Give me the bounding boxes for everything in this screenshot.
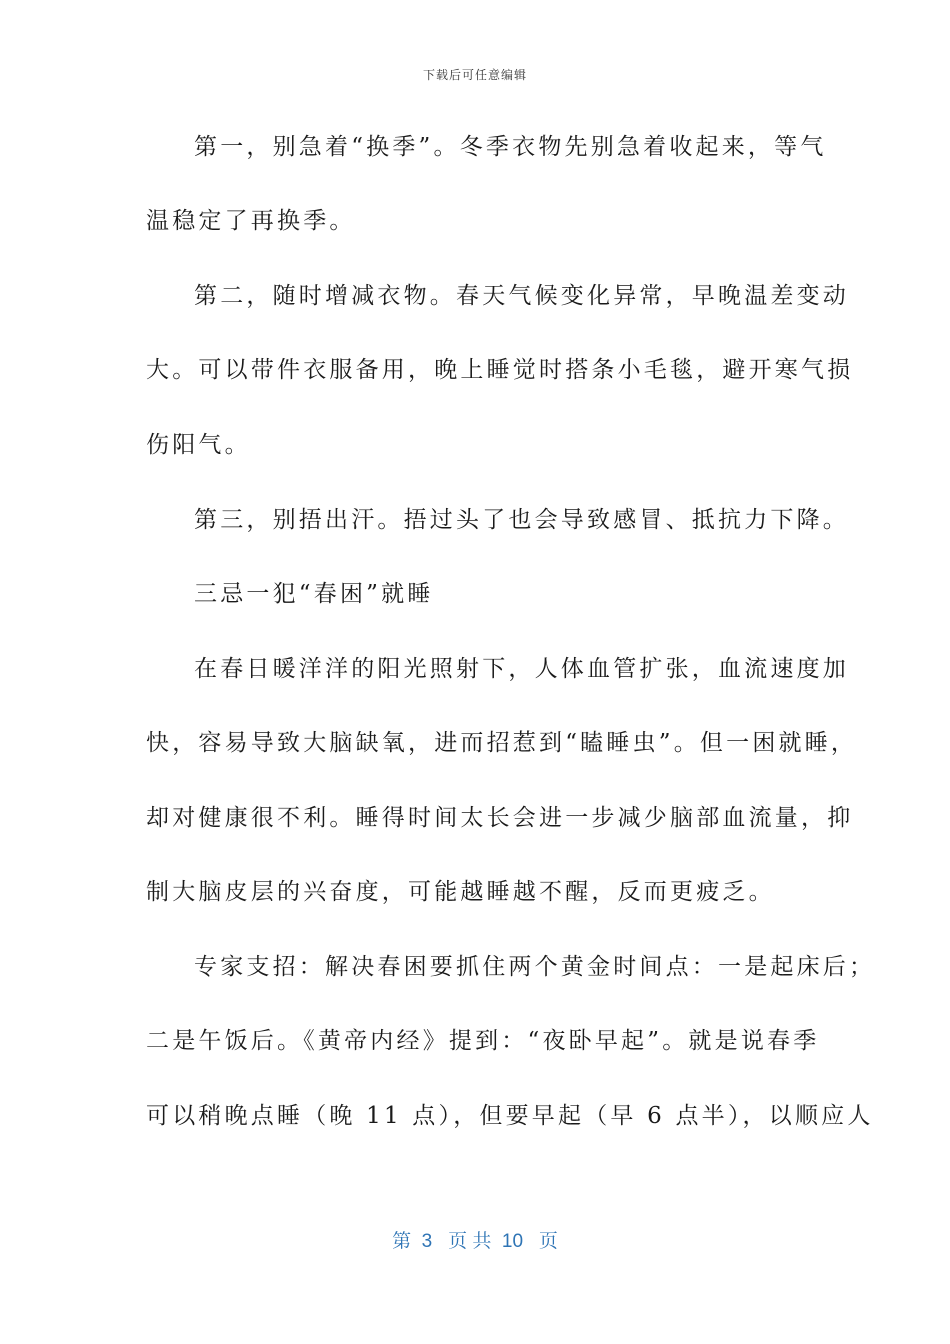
text-line: 在春日暖洋洋的阳光照射下，人体血管扩张，血流速度加 bbox=[194, 656, 849, 682]
text-line: 制大脑皮层的兴奋度，可能越睡越不醒，反而更疲乏。 bbox=[146, 879, 775, 905]
text-line: 快，容易导致大脑缺氧，进而招惹到“瞌睡虫”。但一困就睡， bbox=[146, 730, 858, 756]
text-line: 第三，别捂出汗。捂过头了也会导致感冒、抵抗力下降。 bbox=[194, 507, 849, 533]
page-number-footer: 第 3 页 共 10 页 bbox=[392, 1231, 558, 1252]
text-line: 第二，随时增减衣物。春天气候变化异常，早晚温差变动 bbox=[194, 283, 849, 309]
section-heading: 三忌一犯“春困”就睡 bbox=[194, 581, 434, 607]
text-line: 大。可以带件衣服备用，晚上睡觉时搭条小毛毯，避开寒气损 bbox=[146, 357, 854, 383]
text-line: 专家支招：解决春困要抓住两个黄金时间点：一是起床后； bbox=[194, 954, 876, 980]
text-line: 却对健康很不利。睡得时间太长会进一步减少脑部血流量，抑 bbox=[146, 805, 854, 831]
text-line: 伤阳气。 bbox=[146, 432, 251, 458]
text-line: 温稳定了再换季。 bbox=[146, 208, 356, 234]
text-line: 可以稍晚点睡（晚 11 点），但要早起（早 6 点半），以顺应人 bbox=[146, 1103, 874, 1129]
text-line: 二是午饭后。《黄帝内经》提到：“夜卧早起”。就是说春季 bbox=[146, 1028, 820, 1054]
page-header: 下载后可任意编辑 bbox=[422, 68, 527, 82]
text-line: 第一，别急着“换季”。冬季衣物先别急着收起来，等气 bbox=[194, 134, 827, 160]
